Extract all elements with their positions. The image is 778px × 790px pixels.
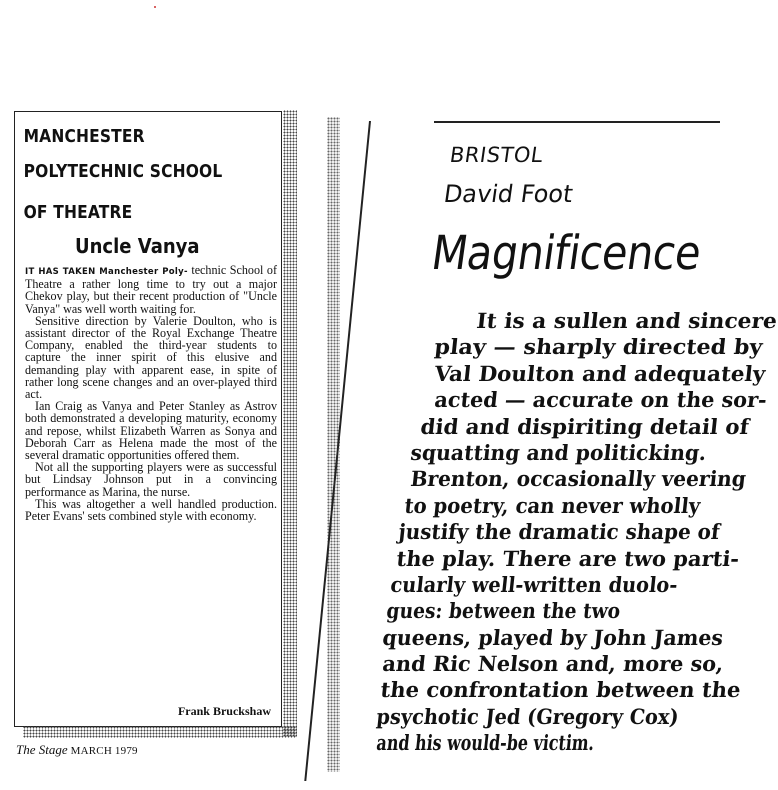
- review-line: cularly well-written duolo-: [389, 571, 679, 597]
- city-label: BRISTOL: [448, 143, 545, 167]
- paragraph-4: Not all the supporting players were as successful but Lindsay Johnson put in a convincing performance as Marina, the nurse.: [25, 460, 277, 499]
- author-name: David Foot: [442, 180, 575, 208]
- review-line: gues: between the two: [385, 598, 622, 624]
- lead-in: IT HAS TAKEN Manchester Poly-: [25, 267, 188, 277]
- clipping-shadow: [23, 726, 297, 738]
- review-line: to poetry, can never wholly: [403, 492, 702, 518]
- review-line: squatting and politicking.: [409, 439, 708, 465]
- paragraph-3: Ian Craig as Vanya and Peter Stanley as Astrov both demonstrated a developing maturity, economy and repose, whilst Elizabeth Warren as Sonya and Deborah Carr as Helena made the most of the several dramatic opportunities offered them.: [25, 399, 277, 463]
- publication-name: The Stage: [16, 742, 68, 757]
- heading-line-1: MANCHESTER: [23, 126, 145, 147]
- review-line: queens, played by John James: [381, 624, 725, 650]
- review-line: the play. There are two parti-: [395, 545, 741, 571]
- review-line: and his would-be victim.: [375, 730, 596, 756]
- byline: Frank Bruckshaw: [177, 704, 271, 718]
- heading-line-3: OF THEATRE: [23, 202, 133, 223]
- play-title: Uncle Vanya: [75, 234, 200, 258]
- review-line: play — sharply directed by: [433, 334, 764, 360]
- source-caption: [16, 742, 138, 758]
- publication-date: MARCH 1979: [70, 745, 138, 757]
- clipping-border-top: [434, 121, 720, 123]
- review-line: the confrontation between the: [379, 677, 742, 703]
- review-line: acted — accurate on the sor-: [433, 387, 769, 413]
- heading-line-2: POLYTECHNIC SCHOOL: [23, 161, 223, 182]
- review-headline: Magnificence: [428, 226, 705, 281]
- review-line: did and dispiriting detail of: [419, 413, 751, 439]
- review-body: [25, 264, 277, 522]
- paragraph-1: IT HAS TAKEN Manchester Poly- technic School of Theatre a rather long time to try out a major Chekov play, but their recent production of "Uncle Vanya" was well worth waiting for.: [25, 263, 277, 316]
- paragraph-5: This was altogether a well handled production. Peter Evans' sets combined style with economy.: [25, 496, 277, 524]
- speck: [154, 6, 156, 8]
- review-line: Val Doulton and adequately: [433, 360, 767, 386]
- review-line: Brenton, occasionally veering: [409, 466, 748, 492]
- review-line: and Ric Nelson and, more so,: [381, 651, 725, 677]
- stage-review-clipping: [14, 111, 282, 727]
- bristol-review-body: [375, 308, 778, 757]
- review-line: It is a sullen and sincere: [475, 308, 778, 333]
- review-line: justify the dramatic shape of: [397, 519, 722, 545]
- review-line: psychotic Jed (Gregory Cox): [375, 703, 680, 729]
- paragraph-2: Sensitive direction by Valerie Doulton, who is assistant director of the Royal Exchange Theatre Company, enabled the third-year students to capture the inner spirit of this elusive and demanding play with apparent ease, in spite of rather long scene changes and an over-played third act.: [25, 313, 277, 402]
